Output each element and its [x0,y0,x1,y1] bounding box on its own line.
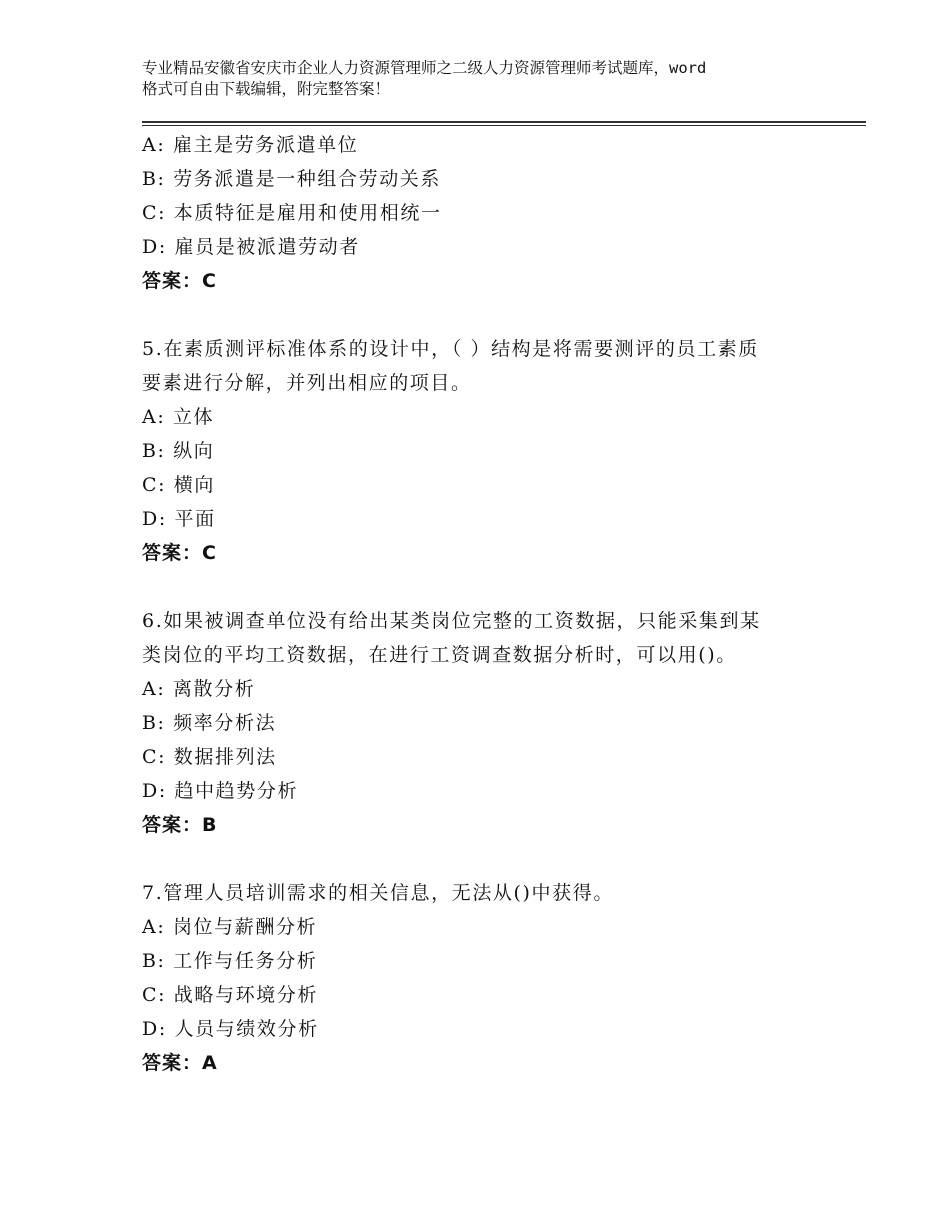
option-d: D: 雇员是被派遣劳动者 [142,236,360,258]
option-a: A: 离散分析 [142,678,256,700]
option-c: C: 横向 [142,474,215,496]
option-c: C: 本质特征是雇用和使用相统一 [142,202,442,224]
question-text-line-1: 5.在素质测评标准体系的设计中，（ ）结构是将需要测评的员工素质 [142,338,759,360]
answer: 答案：B [142,814,218,836]
spacer [142,570,842,604]
question-4 [142,128,842,298]
option-b: B: 频率分析法 [142,712,277,734]
question-6 [142,604,842,842]
option-b: B: 工作与任务分析 [142,950,318,972]
option-c: C: 战略与环境分析 [142,984,318,1006]
header-divider-thin [142,125,866,126]
answer: 答案：C [142,270,217,292]
question-content [142,128,842,1080]
document-header [142,58,832,100]
option-c: C: 数据排列法 [142,746,277,768]
option-a: A: 岗位与薪酬分析 [142,916,318,938]
option-a: A: 立体 [142,406,215,428]
question-5 [142,332,842,570]
option-b: B: 劳务派遣是一种组合劳动关系 [142,168,442,190]
option-d: D: 趋中趋势分析 [142,780,299,802]
option-a: A: 雇主是劳务派遣单位 [142,134,359,156]
question-7 [142,876,842,1080]
answer: 答案：C [142,542,217,564]
header-line-1: 专业精品安徽省安庆市企业人力资源管理师之二级人力资源管理师考试题库，word [142,59,707,77]
question-text-line-2: 类岗位的平均工资数据，在进行工资调查数据分析时，可以用()。 [142,644,737,666]
option-d: D: 人员与绩效分析 [142,1018,319,1040]
header-divider-thick [142,121,866,123]
question-text-line-1: 7.管理人员培训需求的相关信息，无法从()中获得。 [142,882,614,904]
question-text-line-2: 要素进行分解，并列出相应的项目。 [142,372,472,394]
spacer [142,298,842,332]
option-b: B: 纵向 [142,440,215,462]
option-d: D: 平面 [142,508,216,530]
answer: 答案：A [142,1052,218,1074]
header-line-2: 格式可自由下载编辑，附完整答案！ [142,80,391,98]
spacer [142,842,842,876]
question-text-line-1: 6.如果被调查单位没有给出某类岗位完整的工资数据，只能采集到某 [142,610,761,632]
